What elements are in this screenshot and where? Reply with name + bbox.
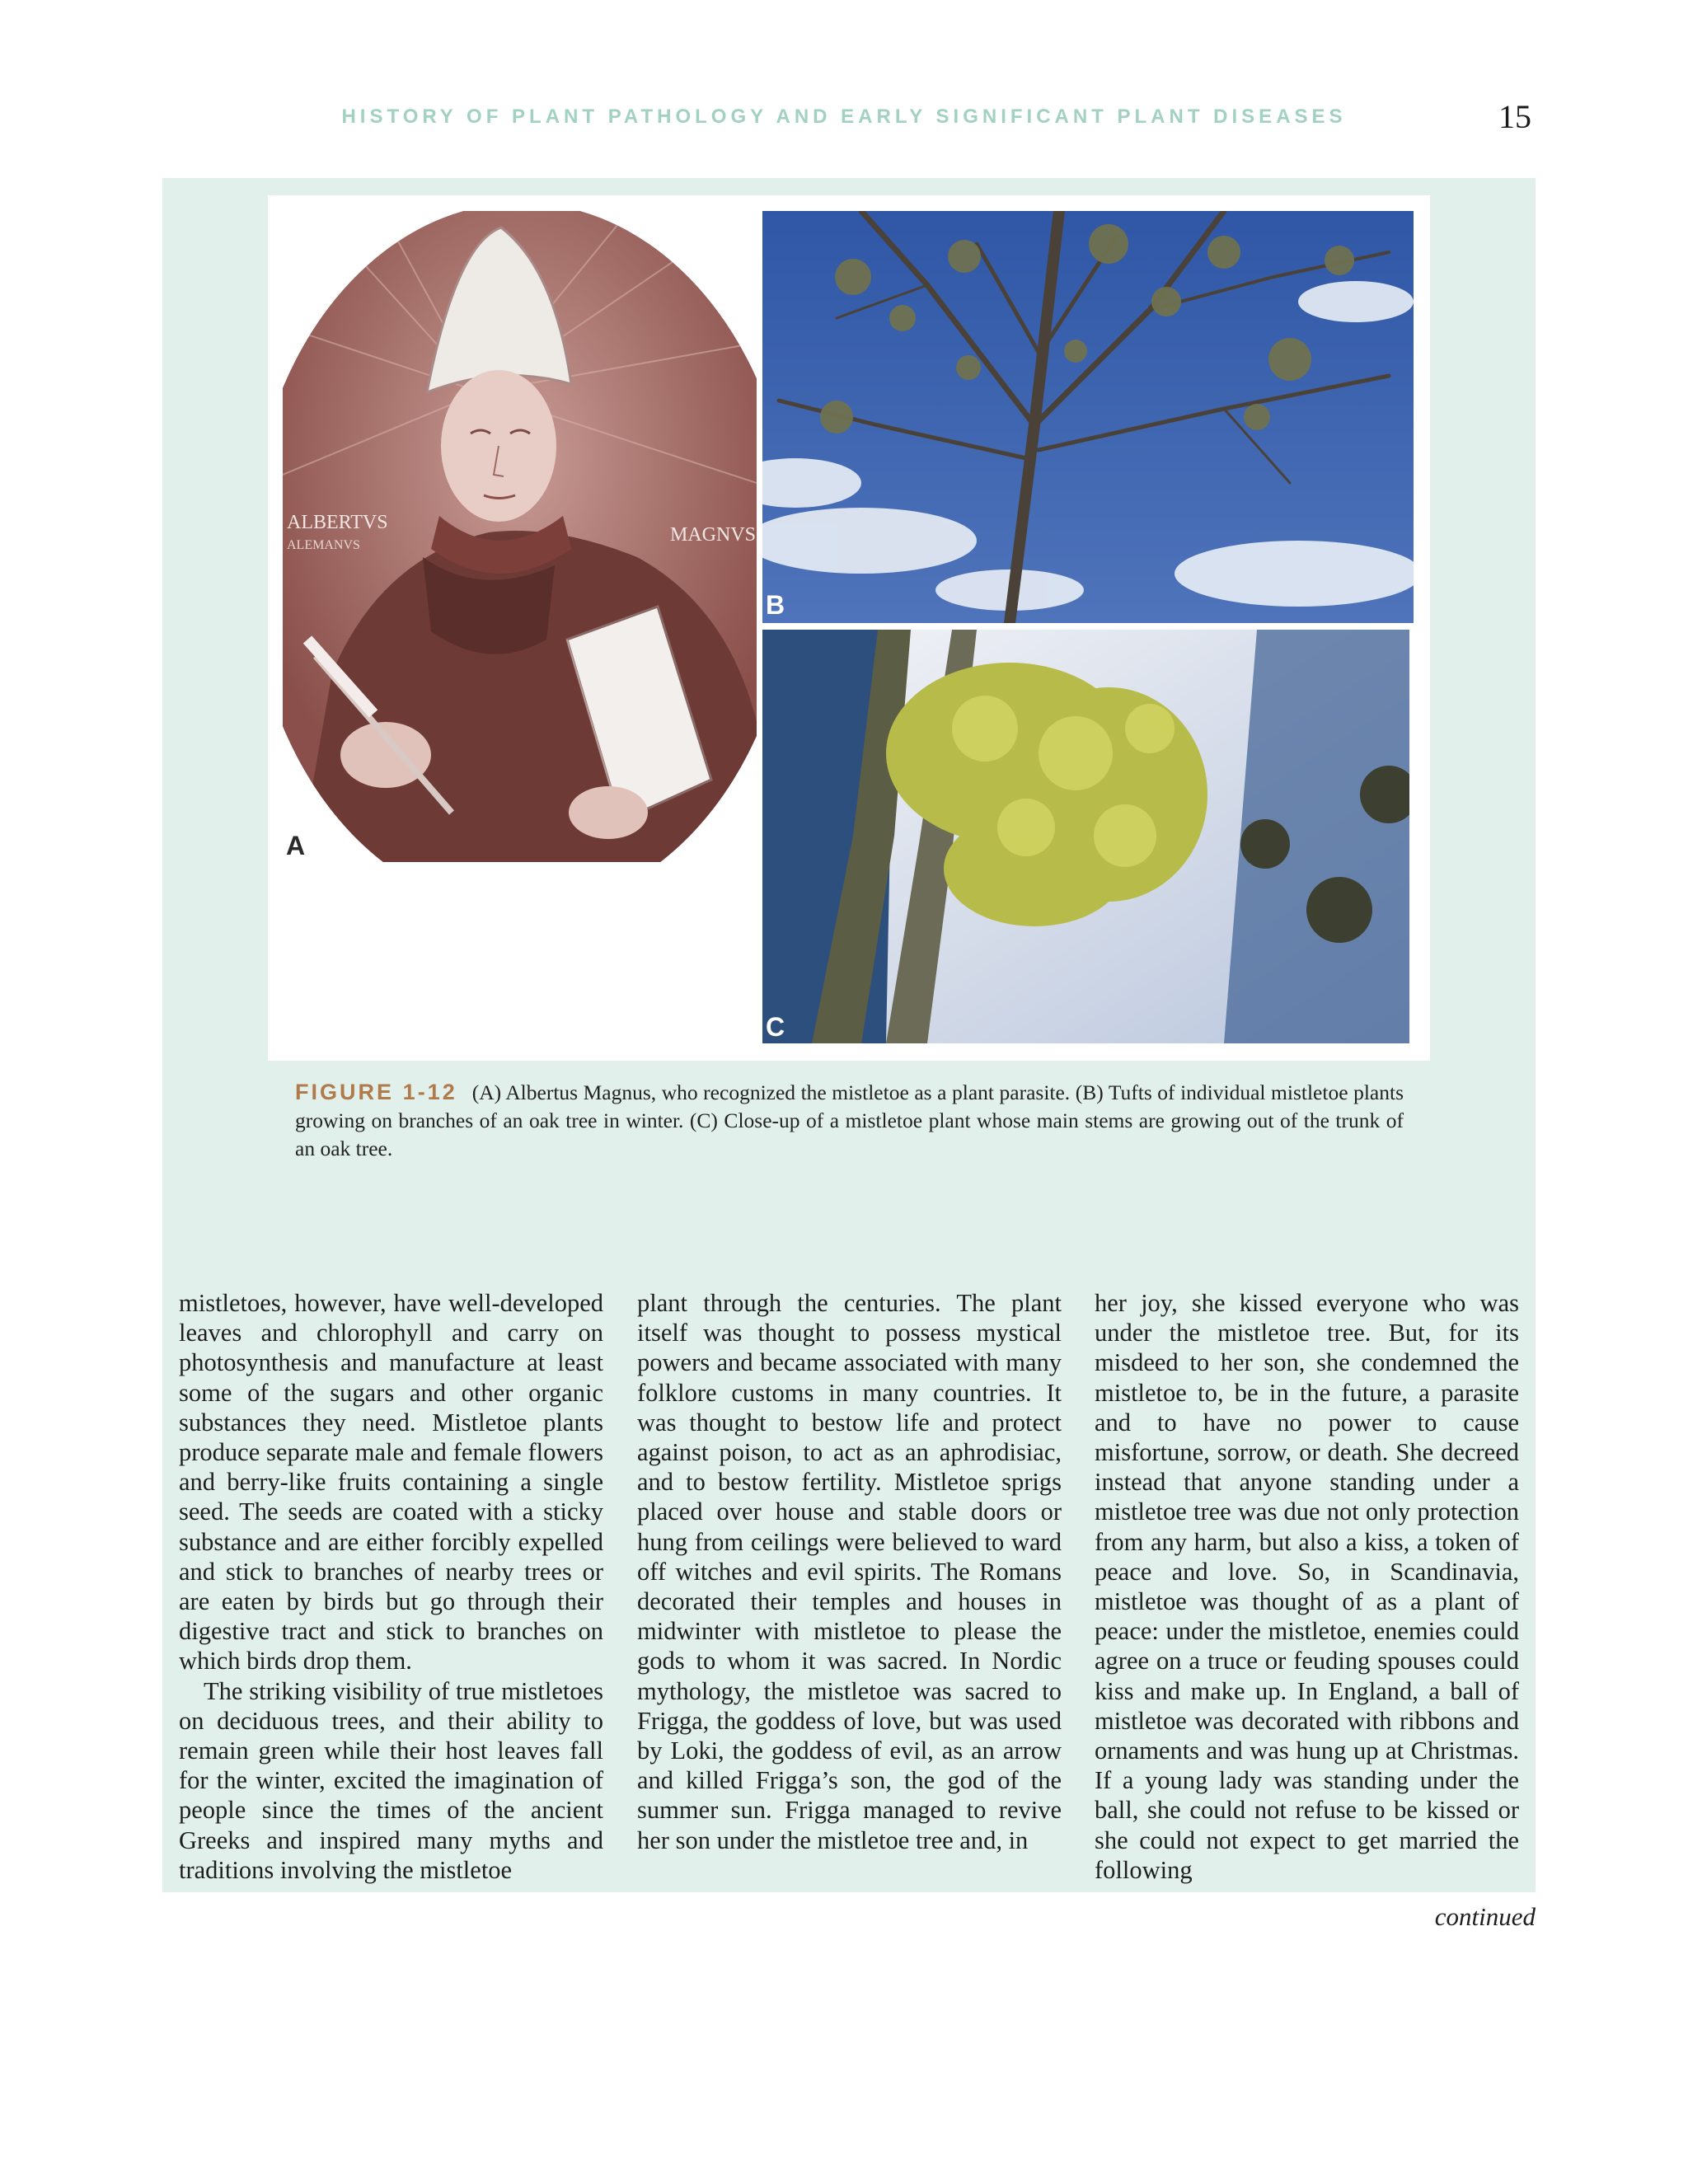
text-column-1 xyxy=(179,1288,603,1885)
column-1-paragraph-2: The striking visibility of true mistletoes on deciduous trees, and their ability to remain green while their host leaves fall for the winter, excited the imagination of people since the times of the ancient Greeks and inspired many myths and traditions involving the mistletoe xyxy=(179,1676,603,1884)
panel-label-b: B xyxy=(766,590,785,620)
portrait-image xyxy=(283,211,757,862)
continued-note: continued xyxy=(1434,1902,1536,1931)
column-2-paragraph: plant through the centuries. The plant itself was thought to possess mystical powers and became associated with many folklore customs in many countries. It was thought to bestow life and protect against poison, to act as an aphrodisiac, and to bestow fertility. Mistletoe sprigs placed over house and stable doors or hung from ceilings were believed to ward off witches and evil spirits. The Romans decorated their temples and houses in midwinter with mistletoe to please the gods to whom it was sacred. In Nordic mythology, the mistletoe was sacred to Frigga, the goddess of love, but was used by Loki, the goddess of evil, as an arrow and killed Frigga’s son, the god of the summer sun. Frigga managed to revive her son under the mistletoe tree and, in xyxy=(637,1289,1062,1854)
column-1-paragraph-1: mistletoes, however, have well-developed leaves and chlorophyll and carry on photosynthesis and manufacture at least some of the sugars and other organic substances they need. Mistletoe plants produce separate male and female flowers and berry-like fruits containing a single seed. The seeds are coated with a sticky substance and are either forcibly expelled and stick to branches of nearby trees or are eaten by birds but go through their digestive tract and stick to branches on which birds drop them. xyxy=(179,1289,603,1675)
mistletoe-closeup-image xyxy=(762,630,1409,1043)
page-number: 15 xyxy=(1498,98,1531,135)
caption-text: (A) Albertus Magnus, who recognized the mistletoe as a plant parasite. (B) Tufts of individual mistletoe plants growing on branches of an oak tree in winter. (C) Close-up of a mistletoe plant whose main stems are growing out of the trunk of an oak tree. xyxy=(295,1080,1404,1160)
text-column-2 xyxy=(637,1288,1062,1855)
figure-panel-a xyxy=(283,211,757,862)
winter-tree-image xyxy=(762,211,1414,623)
text-column-3 xyxy=(1095,1288,1519,1885)
column-3-paragraph: her joy, she kissed everyone who was under the mistletoe tree. But, for its misdeed to her son, she condemned the mistletoe to, be in the future, a parasite and to have no power to cause misfortune, sorrow, or death. She decreed instead that anyone standing under a mistletoe tree was due not only protection from any harm, but also a kiss, a token of peace and love. So, in Scandinavia, mistletoe was thought of as a plant of peace: under the mistletoe, enemies could agree on a truce or feuding spouses could kiss and make up. In England, a ball of mistletoe was decorated with ribbons and ornaments and was hung up at Christmas. If a young lady was standing under the ball, she could not refuse to be kissed or she could not expect to get married the following xyxy=(1095,1289,1519,1884)
running-head: HISTORY OF PLANT PATHOLOGY AND EARLY SIGNIFICANT PLANT DISEASES xyxy=(341,105,1347,128)
figure-panel-b xyxy=(762,211,1414,623)
figure-label: FIGURE 1-12 xyxy=(295,1080,457,1104)
figure-caption xyxy=(295,1078,1404,1163)
panel-label-a: A xyxy=(286,831,306,860)
portrait-inscription-right: MAGNVS xyxy=(670,524,757,546)
figure-panel-c xyxy=(762,630,1409,1043)
portrait-inscription-left: ALBERTVS xyxy=(287,512,388,533)
portrait-inscription-left-2: ALEMANVS xyxy=(287,538,360,552)
panel-label-c: C xyxy=(766,1012,785,1042)
